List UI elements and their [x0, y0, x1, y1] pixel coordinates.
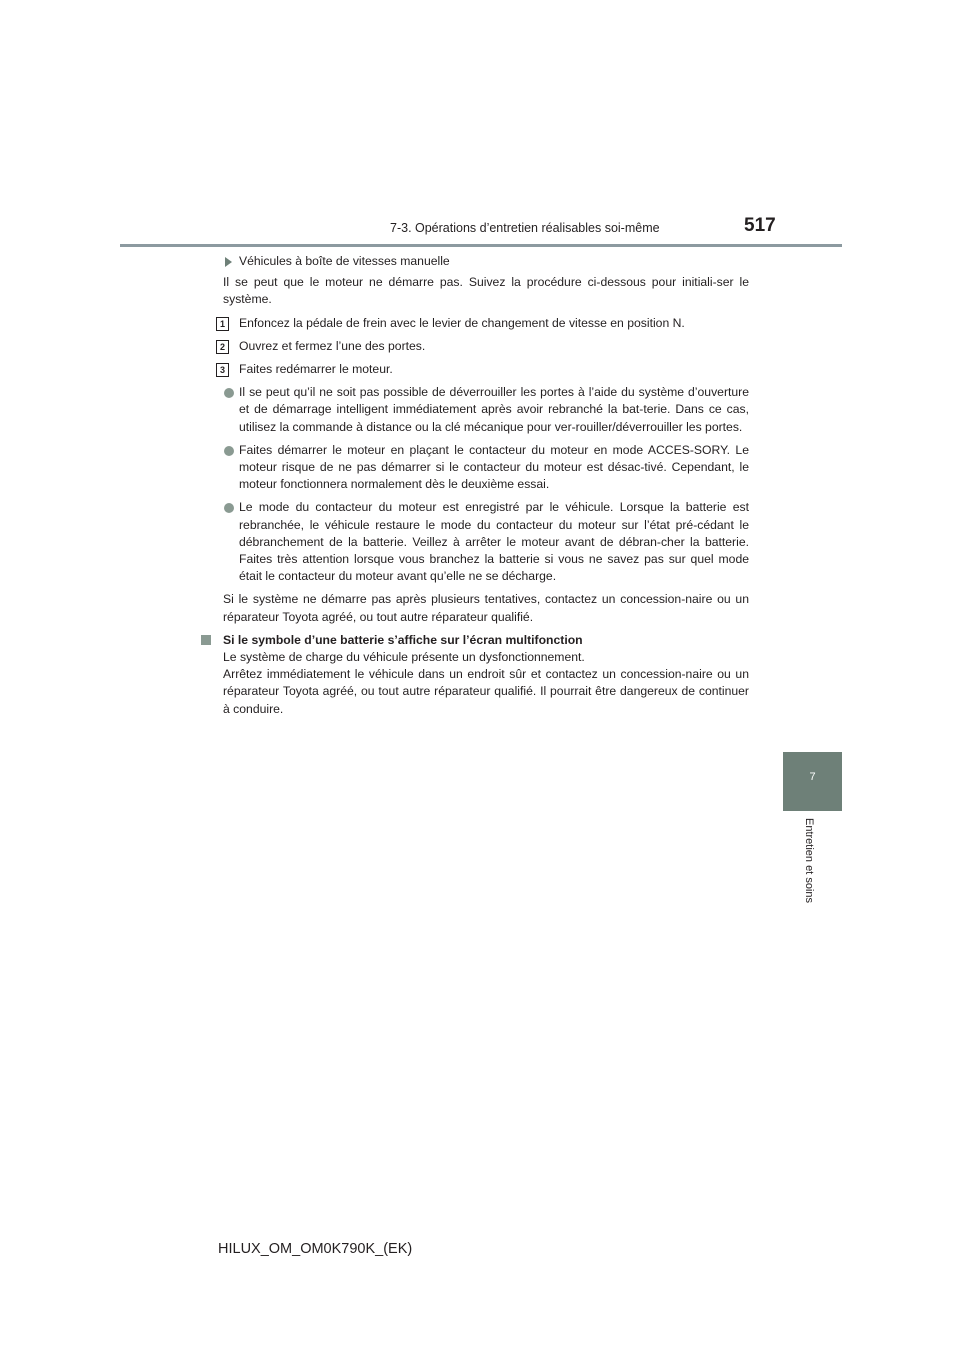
- main-content: [219, 253, 749, 718]
- note-bullet: [223, 384, 749, 436]
- header-rule: [120, 244, 842, 247]
- chapter-title: [803, 818, 817, 938]
- round-bullet-icon: [224, 388, 234, 398]
- step-text: Faites redémarrer le moteur.: [239, 362, 393, 377]
- chapter-number: 7: [809, 771, 816, 783]
- step-item: [219, 315, 749, 332]
- section-heading: [223, 632, 749, 649]
- chapter-title-text: Entretien et soins: [803, 818, 815, 903]
- round-bullet-icon: [224, 446, 234, 456]
- note-bullet: [223, 442, 749, 494]
- step-text: Enfoncez la pédale de frein avec le levier de changement de vitesse en position N.: [239, 315, 685, 330]
- sub-heading-text: Véhicules à boîte de vitesses manuelle: [239, 254, 450, 268]
- section-line: Le système de charge du véhicule présente un dysfonctionnement.: [223, 650, 585, 665]
- closing-paragraph: Si le système ne démarre pas après plusieurs tentatives, contactez un concession-naire ou un réparateur Toyota agréé, ou tout autre réparateur qualifié.: [223, 592, 749, 624]
- section-title: 7-3. Opérations d’entretien réalisables soi-même: [390, 221, 660, 235]
- note-bullet: [223, 499, 749, 585]
- triangle-bullet-icon: [225, 257, 232, 267]
- step-text: Ouvrez et fermez l’une des portes.: [239, 338, 426, 353]
- step-item: [219, 361, 749, 378]
- note-text: Le mode du contacteur du moteur est enregistré par le véhicule. Lorsque la batterie est rebranchée, le véhicule restaure le mode du contacteur du moteur sur l’état pré-cédant le débranchement de la batterie. Veillez à arrêter le moteur avant de débran-cher la batterie. Faites très attention lorsque vous branchez la batterie si vous ne savez pas sur quel mode était le contacteur du moteur avant qu’elle ne se décharge.: [239, 500, 749, 584]
- note-text: Il se peut qu’il ne soit pas possible de déverrouiller les portes à l’aide du système d’ouverture et de démarrage intelligent immédiatement après avoir rebranché la bat-terie. Dans ce cas, utilisez la commande à distance ou la clé mécanique pour ver-rouiller/déverrouiller les portes.: [239, 385, 749, 434]
- step-number-badge: 2: [216, 340, 229, 354]
- footer-code: HILUX_OM_OM0K790K_(EK): [218, 1241, 413, 1257]
- square-bullet-icon: [201, 635, 211, 645]
- page-number: 517: [744, 215, 776, 236]
- step-number-badge: 3: [216, 363, 229, 377]
- sub-heading: [223, 253, 749, 270]
- section-paragraph: Arrêtez immédiatement le véhicule dans un endroit sûr et contactez un concession-naire ou un réparateur Toyota agréé, ou tout autre réparateur qualifié. Il pourrait être dangereux de continuer à conduire.: [223, 667, 749, 716]
- note-text: Faites démarrer le moteur en plaçant le contacteur du moteur en mode ACCES-SORY. Le moteur risque de ne pas démarrer si le contacteur du moteur est désac-tivé. Cependant, le moteur fonctionnera normalement dès le deuxième essai.: [239, 442, 749, 492]
- round-bullet-icon: [224, 503, 234, 513]
- section-heading-text: Si le symbole d’une batterie s’affiche sur l’écran multifonction: [223, 632, 583, 647]
- step-item: [219, 338, 749, 355]
- intro-paragraph: Il se peut que le moteur ne démarre pas. Suivez la procédure ci-dessous pour initiali-ser le système.: [223, 275, 749, 307]
- step-number-badge: 1: [216, 317, 229, 331]
